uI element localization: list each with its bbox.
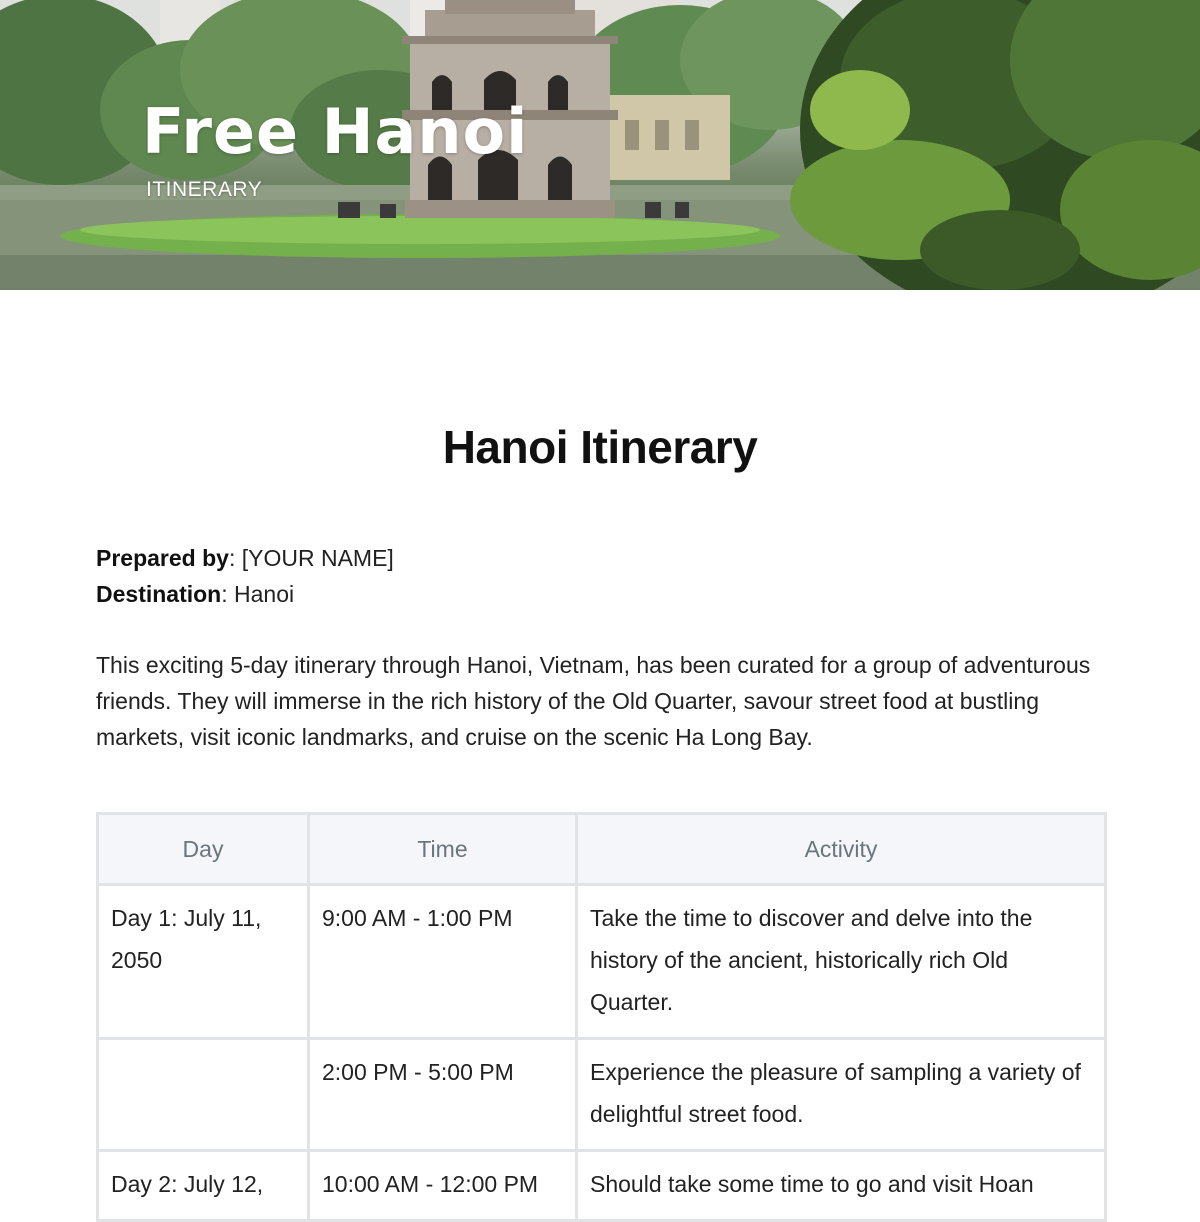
banner-subtitle: ITINERARY	[146, 178, 263, 201]
cell-day: Day 2: July 12,	[98, 1151, 309, 1221]
intro-paragraph: This exciting 5-day itinerary through Hanoi, Vietnam, has been curated for a group of adventurous friends. They will immerse in the rich history of the Old Quarter, savour street food at bustling markets, visit iconic landmarks, and cruise on the scenic Ha Long Bay.	[96, 652, 1091, 750]
cell-time: 10:00 AM - 12:00 PM	[309, 1151, 577, 1221]
destination-value: : Hanoi	[221, 581, 295, 607]
cell-activity: Experience the pleasure of sampling a variety of delightful street food.	[577, 1039, 1106, 1151]
header-time: Time	[309, 814, 577, 885]
cell-activity: Should take some time to go and visit Hoan	[577, 1151, 1106, 1221]
table-header-row	[98, 814, 1106, 885]
banner-title: Free Hanoi	[142, 95, 529, 168]
destination-label: Destination	[96, 581, 222, 607]
destination-line	[96, 576, 394, 612]
cell-time: 9:00 AM - 1:00 PM	[309, 885, 577, 1039]
itinerary-table	[96, 812, 1107, 1222]
cell-day: Day 1: July 11, 2050	[98, 885, 309, 1039]
table-row	[98, 1039, 1106, 1151]
cell-day	[98, 1039, 309, 1151]
cell-activity: Take the time to discover and delve into the history of the ancient, historically rich Old Quarter.	[577, 885, 1106, 1039]
hero-banner	[0, 0, 1200, 290]
prepared-by-label: Prepared by	[96, 545, 229, 571]
header-activity: Activity	[577, 814, 1106, 885]
table-row	[98, 1151, 1106, 1221]
document-title: Hanoi Itinerary	[442, 421, 758, 473]
prepared-by-value: : [YOUR NAME]	[228, 545, 394, 571]
document-meta	[96, 540, 394, 612]
cell-time: 2:00 PM - 5:00 PM	[309, 1039, 577, 1151]
prepared-by-line	[96, 540, 394, 576]
table-row	[98, 885, 1106, 1039]
header-day: Day	[98, 814, 309, 885]
